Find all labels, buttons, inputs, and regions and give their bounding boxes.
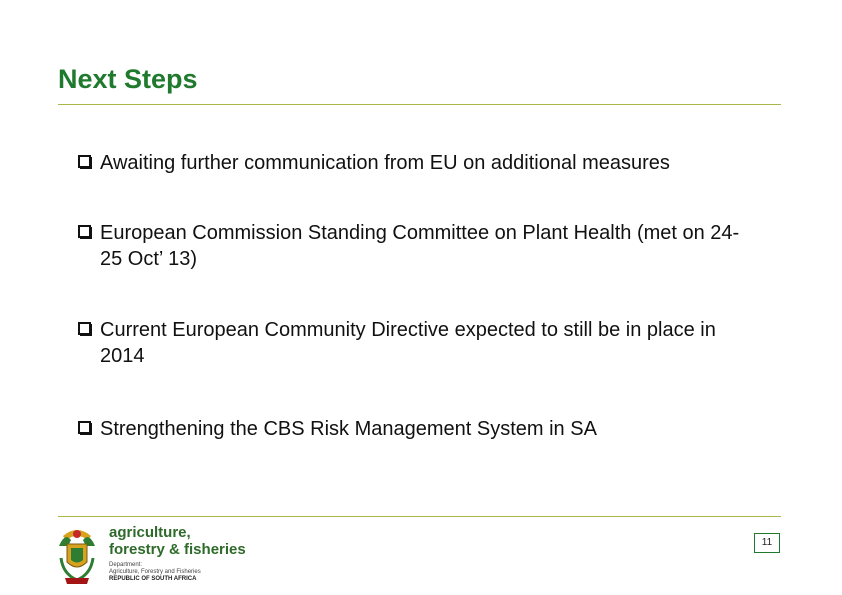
bullet-text: Awaiting further communication from EU on additional measures bbox=[100, 152, 670, 174]
department-logo bbox=[55, 522, 255, 588]
bullet-text: Current European Community Directive expected to still be in place in 2014 bbox=[100, 319, 716, 367]
page-number: 11 bbox=[754, 533, 780, 553]
title-divider bbox=[58, 104, 781, 105]
checkbox-bullet-icon bbox=[78, 225, 91, 238]
department-name: agriculture, forestry & fisheries bbox=[109, 524, 246, 558]
bullet-text: European Commission Standing Committee on Plant Health (met on 24-25 Oct’ 13) bbox=[100, 222, 740, 270]
checkbox-bullet-icon bbox=[78, 421, 91, 434]
bullet-text: Strengthening the CBS Risk Management System in SA bbox=[100, 418, 597, 440]
bullet-item bbox=[78, 220, 740, 272]
footer-divider bbox=[58, 516, 781, 517]
checkbox-bullet-icon bbox=[78, 155, 91, 168]
slide-title: Next Steps bbox=[58, 64, 198, 94]
coat-of-arms-icon bbox=[55, 522, 99, 588]
department-subtitle: Department: Agriculture, Forestry and Fisheries REPUBLIC OF SOUTH AFRICA bbox=[109, 562, 201, 582]
bullet-item bbox=[78, 416, 597, 442]
bullet-item bbox=[78, 150, 670, 176]
checkbox-bullet-icon bbox=[78, 322, 91, 335]
bullet-item bbox=[78, 317, 750, 369]
